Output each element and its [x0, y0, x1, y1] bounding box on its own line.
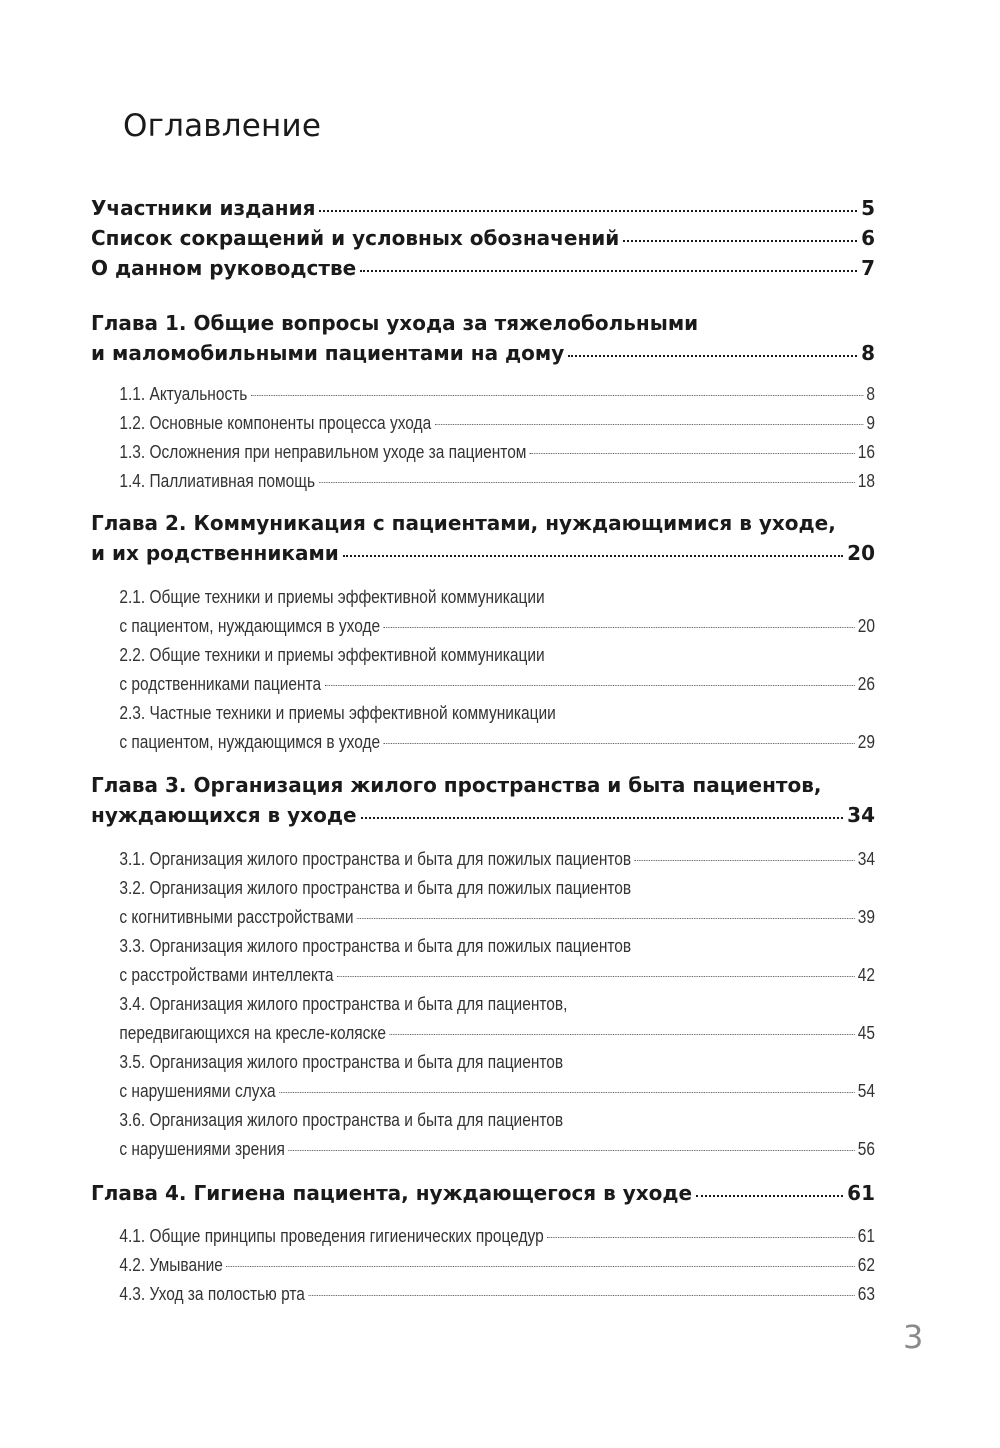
- toc-entry-title-line: 2.1. Общие техники и приемы эффективной коммуникации: [119, 587, 545, 607]
- toc-entry-title: с нарушениями слуха: [119, 1081, 276, 1101]
- toc-entry-row: [119, 670, 875, 698]
- toc-entry-title: передвигающихся на кресле-коляске: [119, 1023, 386, 1043]
- toc-page-number: 8: [861, 341, 875, 365]
- toc-entry-title: и маломобильными пациентами на дому: [91, 341, 565, 365]
- toc-entry-title: 4.3. Уход за полостью рта: [119, 1284, 305, 1304]
- toc-entry-title-line: Глава 3. Организация жилого пространства и быта пациентов,: [91, 773, 822, 797]
- toc-entry-row: [119, 380, 875, 408]
- toc-entry-title: и их родственниками: [91, 541, 339, 565]
- toc-entry-row: [119, 845, 875, 873]
- toc-entry-title: 1.2. Основные компоненты процесса ухода: [119, 413, 432, 433]
- toc-page-number: 45: [857, 1023, 875, 1043]
- dot-leader: [343, 555, 843, 557]
- toc-page-number: 54: [857, 1081, 875, 1101]
- dot-leader: [568, 355, 857, 357]
- toc-entry-title: с родственниками пациента: [119, 674, 322, 694]
- toc-entry-row: [91, 1178, 875, 1208]
- toc-page-number: 9: [866, 413, 875, 433]
- toc-entry-row: [119, 1222, 875, 1250]
- dot-leader: [319, 482, 855, 483]
- dot-leader: [226, 1266, 854, 1267]
- dot-leader: [696, 1195, 843, 1197]
- toc-page-number: 16: [857, 442, 875, 462]
- dot-leader: [288, 1150, 854, 1151]
- toc-entry-row: [119, 1077, 875, 1105]
- toc-entry-title: с пациентом, нуждающимся в уходе: [119, 616, 381, 636]
- toc-entry-row: [91, 538, 875, 568]
- toc-entry-title-line: 2.2. Общие техники и приемы эффективной коммуникации: [119, 645, 545, 665]
- toc-entry-title-line: 3.6. Организация жилого пространства и быта для пациентов: [119, 1110, 564, 1130]
- toc-entry-title-line: Глава 2. Коммуникация с пациентами, нуждающимися в уходе,: [91, 511, 836, 535]
- toc-entry-title: с нарушениями зрения: [119, 1139, 285, 1159]
- toc-page-number: 6: [861, 226, 875, 250]
- toc-page-number: 39: [857, 907, 875, 927]
- dot-leader: [360, 270, 857, 272]
- toc-entry-title: нуждающихся в уходе: [91, 803, 357, 827]
- toc-page-number: 56: [857, 1139, 875, 1159]
- toc-page-number: 20: [857, 616, 875, 636]
- toc-entry-title: 4.2. Умывание: [119, 1255, 223, 1275]
- toc-entry-row: [119, 1280, 875, 1308]
- dot-leader: [251, 395, 863, 396]
- toc-entry-title: О данном руководстве: [91, 256, 357, 280]
- dot-leader: [361, 817, 844, 819]
- toc-entry-title: 1.3. Осложнения при неправильном уходе за пациентом: [119, 442, 527, 462]
- toc-entry-title: 4.1. Общие принципы проведения гигиенических процедур: [119, 1226, 544, 1246]
- toc-entry-title-line: 3.3. Организация жилого пространства и быта для пожилых пациентов: [119, 936, 632, 956]
- dot-leader: [357, 918, 854, 919]
- toc-entry-row: [119, 409, 875, 437]
- toc-entry-title: Участники издания: [91, 196, 316, 220]
- dot-leader: [389, 1034, 854, 1035]
- toc-entry-title-line: 2.3. Частные техники и приемы эффективной коммуникации: [119, 703, 556, 723]
- dot-leader: [279, 1092, 854, 1093]
- toc-page-number: 61: [857, 1226, 875, 1246]
- toc-entry-title: с расстройствами интеллекта: [119, 965, 334, 985]
- dot-leader: [435, 424, 863, 425]
- toc-entry-row: [91, 800, 875, 830]
- toc-entry-title: 3.1. Организация жилого пространства и быта для пожилых пациентов: [119, 849, 632, 869]
- dot-leader: [384, 743, 855, 744]
- dot-leader: [337, 976, 854, 977]
- toc-page-number: 63: [857, 1284, 875, 1304]
- toc-entry-row: [91, 223, 875, 253]
- toc-entry-title: Список сокращений и условных обозначений: [91, 226, 620, 250]
- toc-page-number: 42: [857, 965, 875, 985]
- dot-leader: [530, 453, 854, 454]
- toc-entry-title: 1.4. Паллиативная помощь: [119, 471, 316, 491]
- toc-entry-title-line: 3.4. Организация жилого пространства и быта для пациентов,: [119, 994, 568, 1014]
- toc-page-number: 18: [857, 471, 875, 491]
- toc-entry-row: [91, 253, 875, 283]
- table-of-contents: [91, 0, 875, 1448]
- toc-entry-row: [91, 193, 875, 223]
- dot-leader: [623, 240, 857, 242]
- toc-page-number: 26: [857, 674, 875, 694]
- toc-entry-row: [119, 1251, 875, 1279]
- toc-page-number: 34: [847, 803, 875, 827]
- toc-page-number: 61: [847, 1181, 875, 1205]
- toc-entry-row: [119, 1135, 875, 1163]
- toc-page-number: 7: [861, 256, 875, 280]
- toc-entry-row: [119, 961, 875, 989]
- toc-page-number: 34: [857, 849, 875, 869]
- page-title: Оглавление: [123, 108, 322, 144]
- toc-entry-title-line: Глава 1. Общие вопросы ухода за тяжелобольными: [91, 311, 699, 335]
- toc-page-number: 5: [861, 196, 875, 220]
- toc-entry-row: [119, 1019, 875, 1047]
- toc-entry-row: [119, 467, 875, 495]
- toc-entry-title: с когнитивными расстройствами: [119, 907, 354, 927]
- toc-page-number: 62: [857, 1255, 875, 1275]
- toc-entry-title: Глава 4. Гигиена пациента, нуждающегося в уходе: [91, 1181, 693, 1205]
- toc-entry-title-line: 3.2. Организация жилого пространства и быта для пожилых пациентов: [119, 878, 632, 898]
- toc-page-number: 20: [847, 541, 875, 565]
- toc-page-number: 8: [866, 384, 875, 404]
- toc-entry-title: 1.1. Актуальность: [119, 384, 248, 404]
- toc-entry-title: с пациентом, нуждающимся в уходе: [119, 732, 381, 752]
- dot-leader: [547, 1237, 854, 1238]
- toc-entry-row: [91, 338, 875, 368]
- toc-entry-row: [119, 438, 875, 466]
- dot-leader: [308, 1295, 854, 1296]
- dot-leader: [319, 210, 857, 212]
- dot-leader: [635, 860, 855, 861]
- toc-entry-row: [119, 903, 875, 931]
- dot-leader: [384, 627, 855, 628]
- toc-page-number: 29: [857, 732, 875, 752]
- dot-leader: [325, 685, 855, 686]
- toc-entry-title-line: 3.5. Организация жилого пространства и быта для пациентов: [119, 1052, 564, 1072]
- toc-entry-row: [119, 728, 875, 756]
- toc-entry-row: [119, 612, 875, 640]
- page-number: 3: [903, 1318, 924, 1356]
